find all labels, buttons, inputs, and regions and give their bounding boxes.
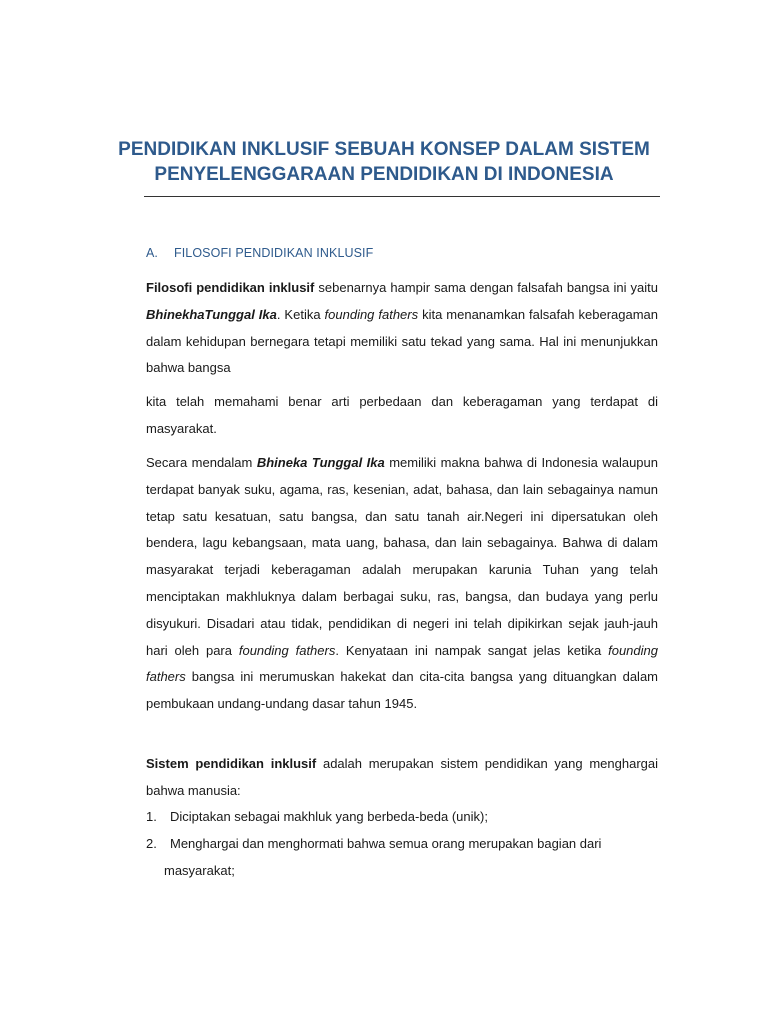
p1-bold-italic-term: BhinekhaTunggal Ika	[146, 306, 277, 322]
p1-text-3: kita menanamkan falsafah keberagaman dalam kehidupan bernegara tetapi memiliki satu tekad yang sama. Hal ini menunjukkan bahwa bangsa	[146, 306, 658, 376]
p3-text-2: memiliki makna bahwa di Indonesia walaupun terdapat banyak suku, agama, ras, kesenian, adat, bahasa, dan lain sebagainya namun tetap satu kesatuan, satu bangsa, dan satu tanah air.Negeri ini dipersatukan oleh bendera, lagu kebangsaan, mata uang, bahasa, dan lain sebagainya. Bahwa di dalam masyarakat terjadi keberagaman adalah merupakan karunia Tuhan yang telah menciptakan makhluknya dalam berbagai suku, ras, bangsa, dan budaya yang perlu disyukuri. Disadari atau tidak, pendidikan di negeri ini telah dipikirkan sejak jauh-jauh hari oleh para	[146, 455, 658, 658]
p3-text-3: . Kenyataan ini nampak sangat jelas ketika	[335, 642, 609, 658]
list-item	[146, 831, 658, 885]
section-title: FILOSOFI PENDIDIKAN INKLUSIF	[174, 246, 374, 260]
p3-text-4: bangsa ini merumuskan hakekat dan cita-cita bangsa yang dituangkan dalam pembukaan undang-undang dasar tahun 1945.	[146, 669, 658, 712]
p3-italic-term-2: founding fathers	[146, 642, 658, 685]
list-item	[146, 804, 658, 831]
section-number: A.	[146, 246, 159, 260]
p4-bold-term: Sistem pendidikan inklusif	[146, 756, 317, 771]
p1-italic-term: founding fathers	[324, 306, 419, 322]
p1-text-1: sebenarnya hampir sama dengan falsafah bangsa ini yaitu	[314, 280, 658, 295]
list-item-number: 1.	[146, 809, 157, 824]
p1-bold-term: Filosofi pendidikan inklusif	[146, 280, 315, 295]
list-item-text: Menghargai dan menghormati bahwa semua orang merupakan bagian dari	[170, 836, 602, 851]
paragraph-2: kita telah memahami benar arti perbedaan dan keberagaman yang terdapat di masyarakat.	[146, 394, 658, 436]
section-heading-a	[146, 246, 660, 260]
p1-text-2: . Ketika	[276, 306, 325, 322]
p4-text-1: adalah merupakan sistem pendidikan yang menghargai bahwa manusia:	[146, 756, 658, 798]
paragraph-4	[146, 751, 658, 805]
paragraph-1	[146, 275, 658, 382]
list-item-text: Diciptakan sebagai makhluk yang berbeda-beda (unik);	[170, 809, 488, 824]
paragraph-3	[146, 450, 658, 718]
title-line-1: PENDIDIKAN INKLUSIF SEBUAH KONSEP DALAM SISTEM	[118, 139, 650, 160]
p3-text-1: Secara mendalam	[146, 455, 257, 470]
title-divider	[144, 196, 660, 197]
title-line-2: PENYELENGGARAAN PENDIDIKAN DI INDONESIA	[154, 164, 614, 185]
p3-italic-term-1: founding fathers	[238, 642, 336, 658]
document-title	[100, 137, 668, 187]
list-item-continuation: masyarakat;	[164, 862, 235, 878]
list-item-number: 2.	[146, 836, 157, 851]
p3-bold-italic-term: Bhineka Tunggal Ika	[256, 455, 385, 470]
